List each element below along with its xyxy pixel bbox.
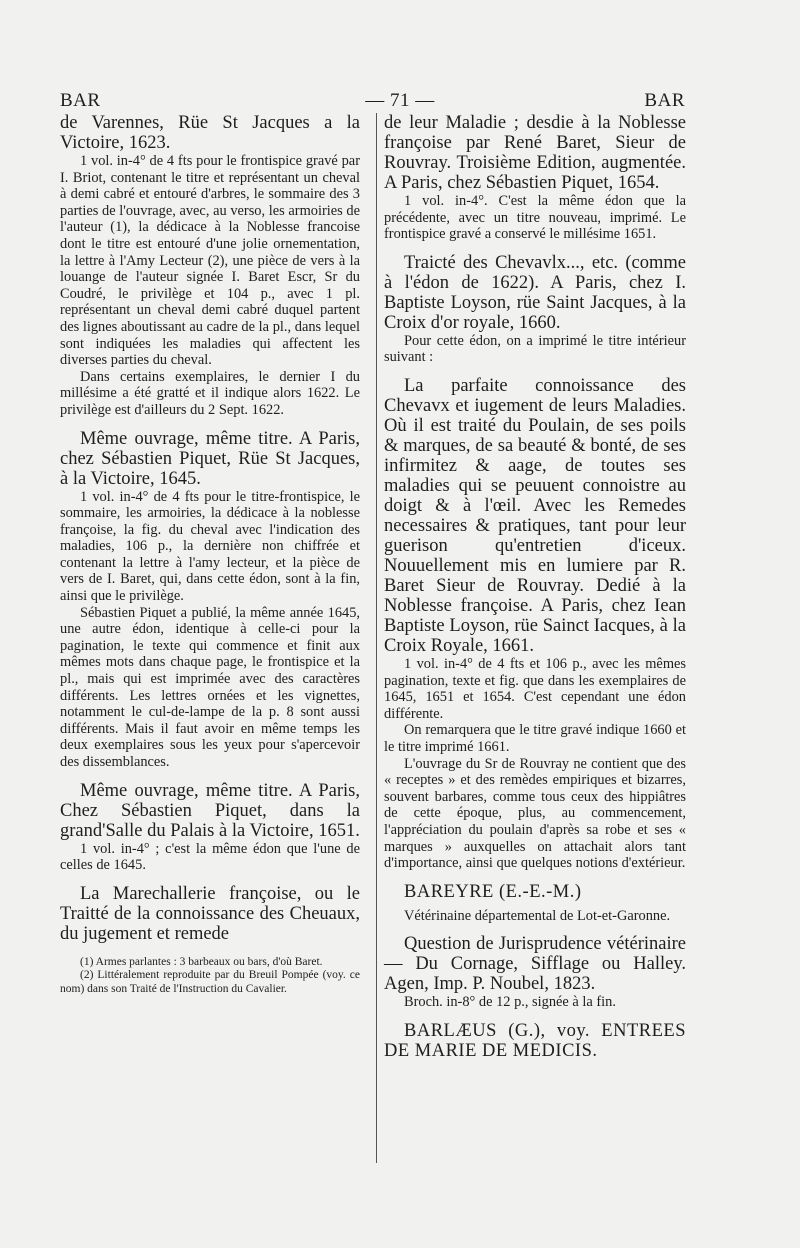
page-number: — 71 — <box>365 90 435 111</box>
footnote-1: (1) Armes parlantes : 3 barbeaux ou bars, d'où Baret. <box>80 955 323 968</box>
right-para-6: 1 vol. in-4° de 4 fts et 106 p., avec les mêmes pagination, texte et fig. que dans les exemplaires de 1645, 1651 et 1654. C'est cependant une édon différente. <box>384 655 686 722</box>
left-para-4: Même ouvrage, même titre. A Paris, chez Sébastien Piquet, Rüe St Jacques, à la Victoire, 1645. <box>60 428 360 489</box>
left-para-9: La Marechallerie françoise, ou le Traitté de la connoissance des Cheuaux, du jugement et remede <box>60 883 360 944</box>
footnote-2: (2) Littéralement reproduite par du Breuil Pompée (voy. ce nom) dans son Traité de l'Instruction du Cavalier. <box>60 969 360 995</box>
running-head-right: BAR <box>644 90 685 111</box>
right-para-5: La parfaite connoissance des Chevavx et iugement de leurs Maladies. Où il est traité du Poulain, de ses poils & marques, de sa beauté & bonté, de ses infirmitez & aage, de toutes ses maladies qui se peuuent connoistre au doigt & à l'œil. Avec les Remedes necessaires & pratiques, tant pour leur guerison qu'entretien d'iceux. Nouuellement mis en lumiere par R. Baret Sieur de Rouvray. Dedié à la Noblesse françoise. A Paris, chez Iean Baptiste Loyson, rüe Sainct Iacques, à la Croix Royale, 1661. <box>384 375 686 656</box>
left-para-1: de Varennes, Rüe St Jacques a la Victoire, 1623. <box>60 113 360 153</box>
right-para-10: Vétérinaine départemental de Lot-et-Garonne. <box>404 907 671 924</box>
left-para-7: Même ouvrage, même titre. A Paris, Chez Sébastien Piquet, dans la grand'Salle du Palais à la Victoire, 1651. <box>60 780 360 841</box>
right-para-2: 1 vol. in-4°. C'est la même édon que la précédente, avec un titre nouveau, imprimé. Le frontispice gravé a conservé le millésime 1651. <box>384 193 686 243</box>
right-para-8: L'ouvrage du Sr de Rouvray ne contient que des « receptes » et des remèdes empiriques et bizarres, souvent barbares, comme tous ceux des hippiâtres de cette époque, plus, au commencement, l'appréciation du poulain d'après sa robe et ses « marques » auxquelles on attachait alors tant d'importance, ainsi que quelques notions d'extérieur. <box>384 755 686 872</box>
running-head-left: BAR <box>60 90 101 111</box>
right-para-1: de leur Maladie ; desdie à la Noblesse françoise par René Baret, Sieur de Rouvray. Troisième Edition, augmentée. A Paris, chez Sébastien Piquet, 1654. <box>384 113 686 193</box>
right-para-7: On remarquera que le titre gravé indique 1660 et le titre imprimé 1661. <box>384 722 686 755</box>
right-para-11: Question de Jurisprudence vétérinaire — Du Cornage, Sifflage ou Halley. Agen, Imp. P. Noubel, 1823. <box>384 934 686 995</box>
right-para-12: Broch. in-8° de 12 p., signée à la fin. <box>404 994 616 1011</box>
right-column <box>384 113 686 1061</box>
left-para-2: 1 vol. in-4° de 4 fts pour le frontispice gravé par I. Briot, contenant le titre et représentant un cheval à demi cabré et entouré d'arbres, le sommaire des 3 parties de l'ouvrage, avec, au verso, les armoiries de l'auteur (1), la dédicace à la Noblesse francoise dont le titre est entouré d'une jolie ornementation, la lettre à l'Amy Lecteur (2), une pièce de vers à la louange de l'auteur signée I. Baret Escr, Sr du Coudré, le privilège et 104 p., avec 1 pl. représentant un cheval demi cabré duquel partent des lignes aboutissant au cadre de la pl., dans lequel sont indiquées les maladies qui affectent les diverses parties du cheval. <box>60 153 360 369</box>
left-para-3: Dans certains exemplaires, le dernier I du millésime a été gratté et il indique alors 1622. Le privilège est d'ailleurs du 2 Sept. 1622. <box>60 368 360 418</box>
left-para-8: 1 vol. in-4° ; c'est la même édon que l'une de celles de 1645. <box>60 840 360 874</box>
column-divider <box>376 113 377 1163</box>
left-column <box>60 113 360 996</box>
right-para-3: Traicté des Chevavlx..., etc. (comme à l'édon de 1622). A Paris, chez I. Baptiste Loyson, rüe Saint Jacques, à la Croix d'or royale, 1660. <box>384 252 686 333</box>
right-para-13: BARLÆUS (G.), voy. ENTREES DE MARIE DE MEDICIS. <box>384 1020 686 1061</box>
right-para-4: Pour cette édon, on a imprimé le titre intérieur suivant : <box>384 332 686 366</box>
right-para-9: BAREYRE (E.-E.-M.) <box>404 881 582 902</box>
left-para-6: Sébastien Piquet a publié, la même année 1645, une autre édon, identique à celle-ci pour la pagination, le texte qui commence et finit aux mêmes mots dans chaque page, le frontispice et la pl., mais qui est imprimée avec des caractères différents. Les lettres ornées et les vignettes, notamment le cul-de-lampe de la p. 8 sont aussi différents. Mais il faut avoir en même temps les deux exemplaires sous les yeux pour s'apercevoir des dissemblances. <box>60 604 360 770</box>
left-para-5: 1 vol. in-4° de 4 fts pour le titre-frontispice, le sommaire, les armoiries, la dédicace à la noblesse françoise, la fig. du cheval avec l'indication des maladies, 106 p., la dernière non chiffrée et contenant la lettre à l'amy lecteur, et la pièce de vers de I. Baret, qui, dans cette édon, sont à la fin, ainsi que le privilège. <box>60 488 360 605</box>
